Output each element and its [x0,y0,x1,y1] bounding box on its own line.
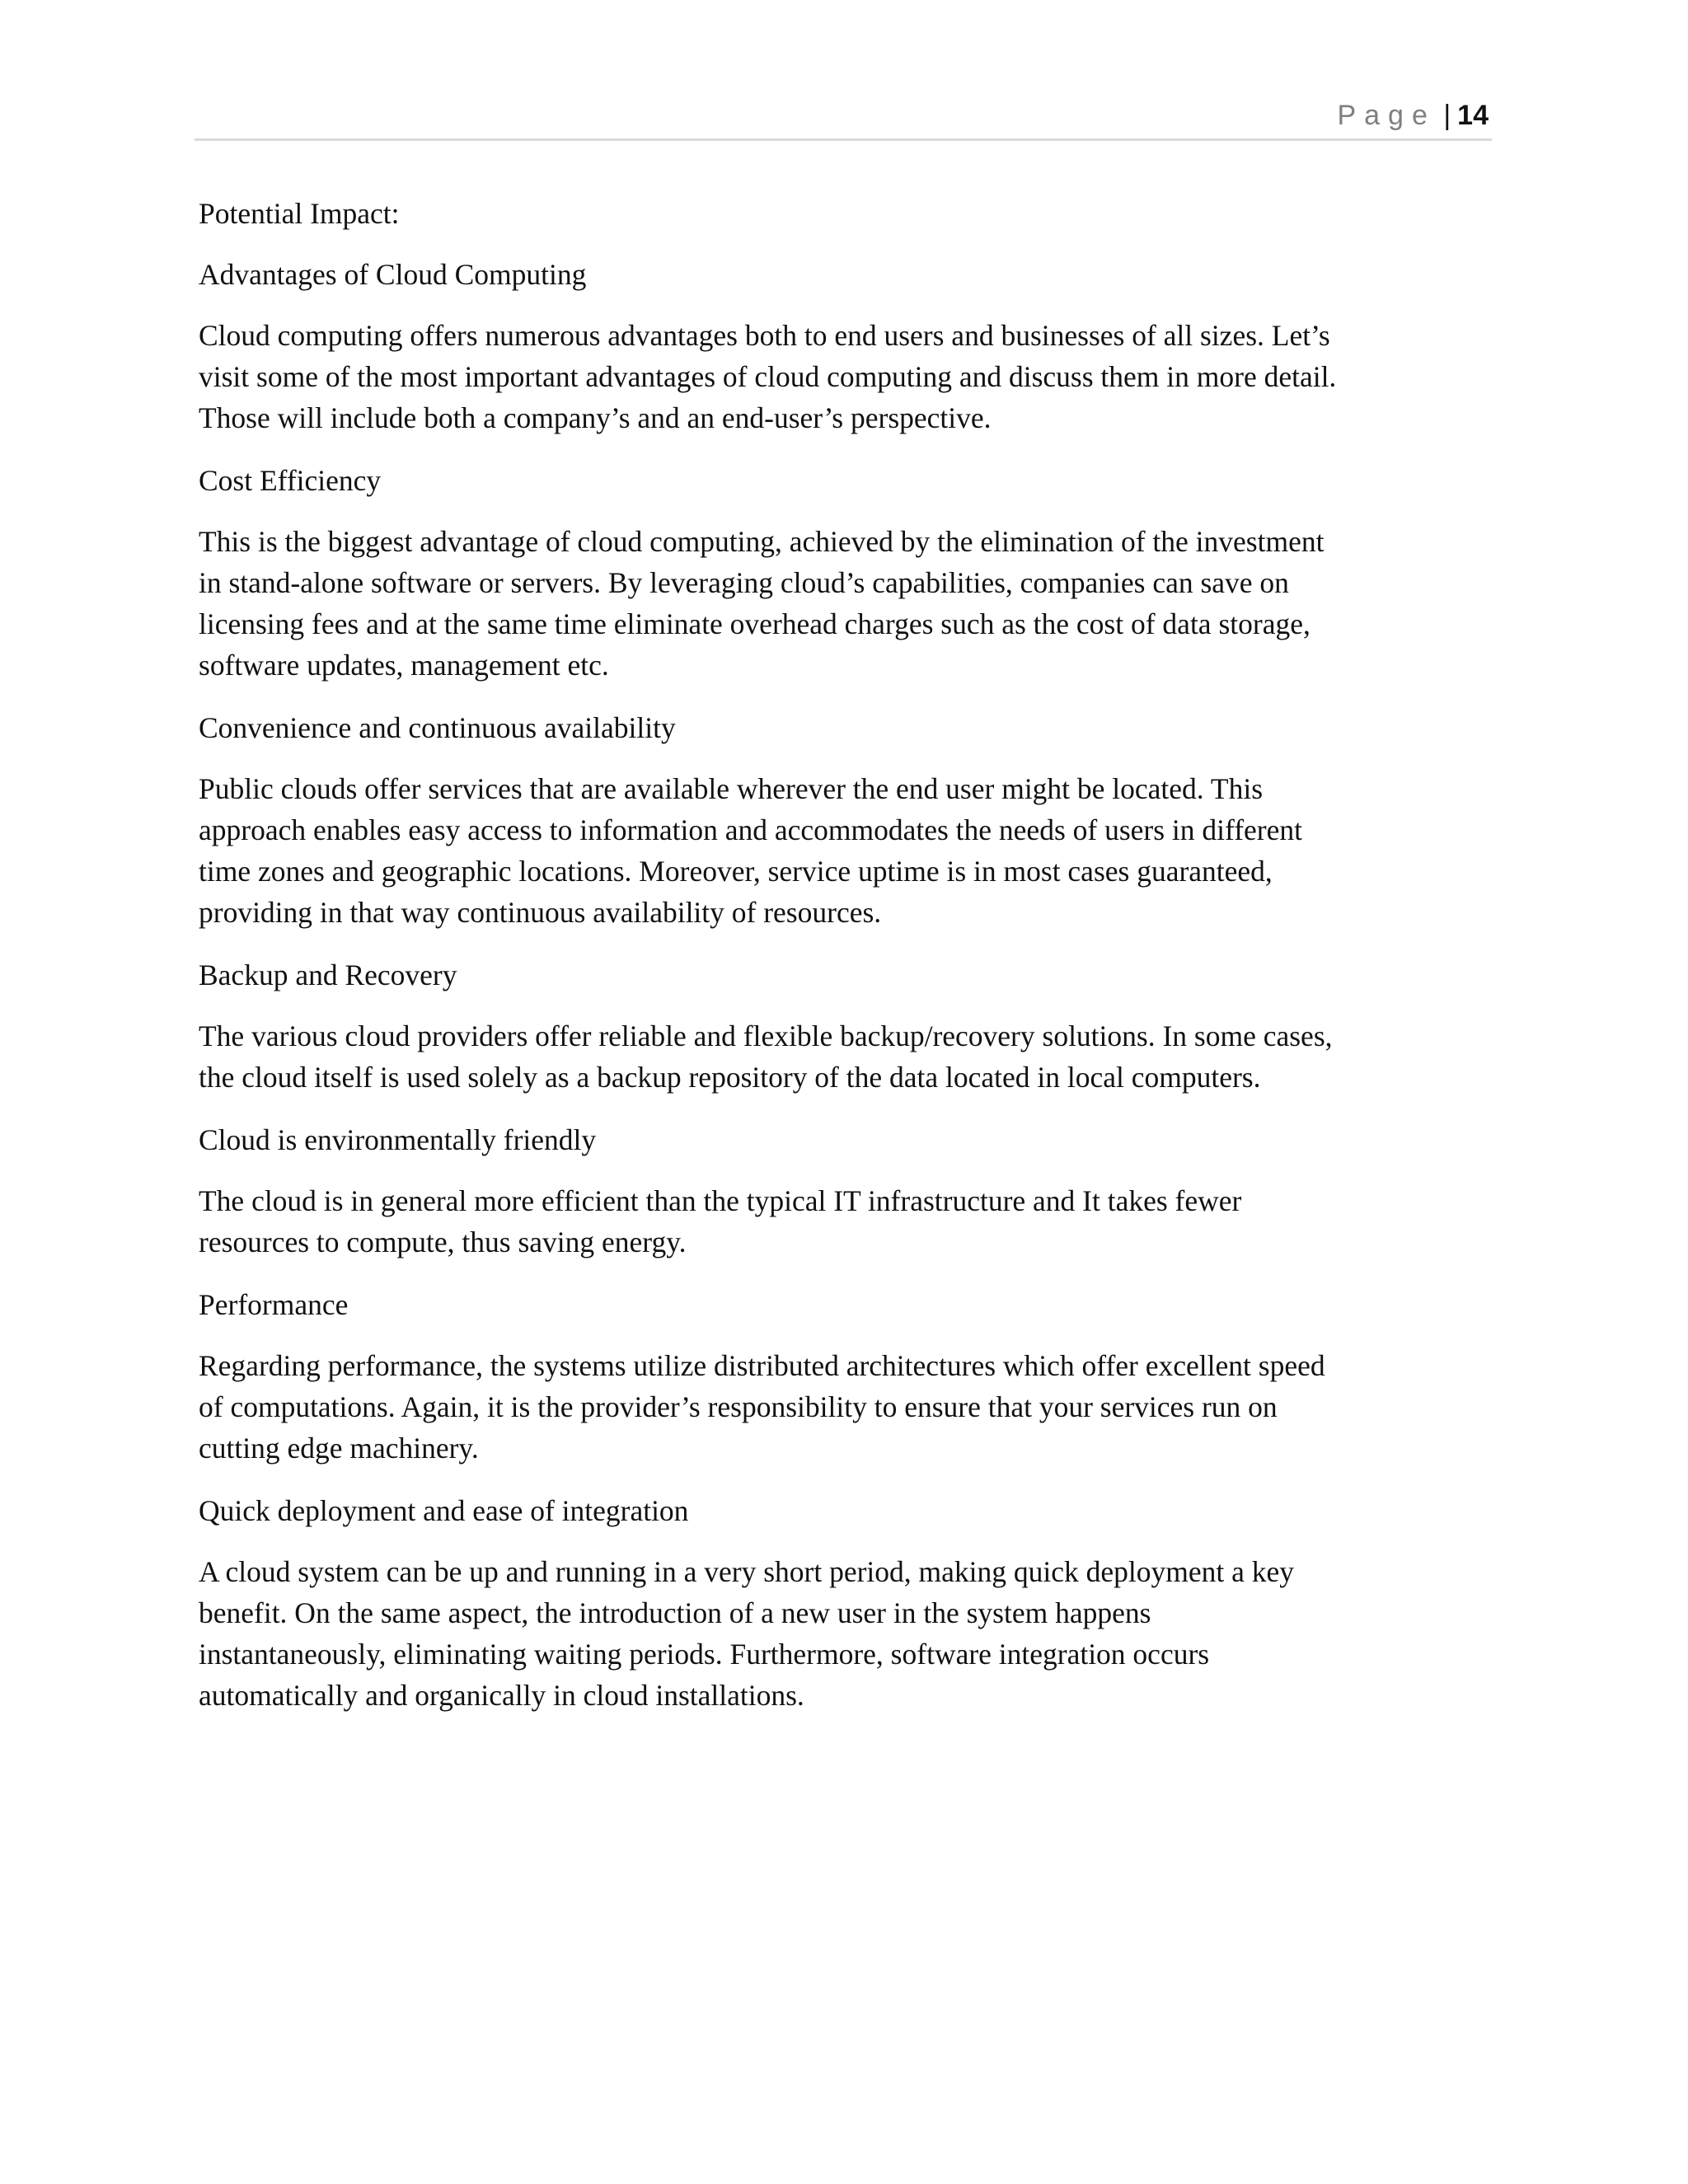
section-heading [199,1119,1484,1160]
page-separator: | [1443,100,1451,131]
text-line: The cloud is in general more efficient than the typical IT infrastructure and It takes fewer [199,1184,1242,1217]
section-heading [199,460,1484,501]
page-number-label [1337,99,1489,132]
page-header [195,99,1492,141]
text-line: Public clouds offer services that are available wherever the end user might be located. This [199,772,1264,805]
text-line: Cloud computing offers numerous advantages both to end users and businesses of all sizes. Let’s [199,319,1330,352]
text-line: Cloud is environmentally friendly [199,1123,597,1156]
section-heading [199,707,1484,748]
text-line: This is the biggest advantage of cloud computing, achieved by the elimination of the investment [199,525,1325,558]
text-line: in stand-alone software or servers. By leveraging cloud’s capabilities, companies can save on [199,566,1289,599]
text-line: approach enables easy access to information and accommodates the needs of users in different [199,813,1302,846]
body-paragraph [199,1345,1484,1469]
body-paragraph [199,315,1484,438]
text-line: providing in that way continuous availability of resources. [199,896,882,929]
text-line: cutting edge machinery. [199,1432,479,1465]
document-body [199,193,1484,1737]
text-line: Potential Impact: [199,197,400,230]
text-line: benefit. On the same aspect, the introduction of a new user in the system happens [199,1596,1151,1629]
text-line: Cost Efficiency [199,464,382,497]
body-paragraph [199,1015,1484,1098]
page-word: Page [1337,100,1436,131]
section-heading [199,1490,1484,1531]
section-heading [199,193,1484,234]
body-paragraph [199,1551,1484,1716]
text-line: instantaneously, eliminating waiting periods. Furthermore, software integration occurs [199,1638,1210,1671]
text-line: of computations. Again, it is the provider’s responsibility to ensure that your services run on [199,1390,1278,1423]
text-line: software updates, management etc. [199,649,609,682]
text-line: Quick deployment and ease of integration [199,1494,689,1527]
text-line: the cloud itself is used solely as a backup repository of the data located in local computers. [199,1061,1261,1094]
text-line: Advantages of Cloud Computing [199,258,587,291]
section-heading [199,954,1484,996]
body-paragraph [199,1180,1484,1263]
text-line: Those will include both a company’s and an end-user’s perspective. [199,401,992,434]
text-line: Performance [199,1288,349,1321]
text-line: The various cloud providers offer reliable and flexible backup/recovery solutions. In some cases, [199,1019,1333,1052]
text-line: visit some of the most important advantages of cloud computing and discuss them in more detail. [199,360,1337,393]
text-line: A cloud system can be up and running in a very short period, making quick deployment a key [199,1555,1294,1588]
text-line: Regarding performance, the systems utilize distributed architectures which offer excellent speed [199,1349,1325,1382]
section-heading [199,254,1484,295]
text-line: automatically and organically in cloud installations. [199,1679,804,1712]
text-line: resources to compute, thus saving energy. [199,1226,687,1258]
text-line: licensing fees and at the same time eliminate overhead charges such as the cost of data storage, [199,607,1311,640]
page-number: 14 [1457,100,1489,131]
section-heading [199,1284,1484,1325]
text-line: time zones and geographic locations. Moreover, service uptime is in most cases guaranteed, [199,855,1273,888]
body-paragraph [199,521,1484,686]
text-line: Convenience and continuous availability [199,711,676,744]
body-paragraph [199,768,1484,933]
text-line: Backup and Recovery [199,958,457,991]
